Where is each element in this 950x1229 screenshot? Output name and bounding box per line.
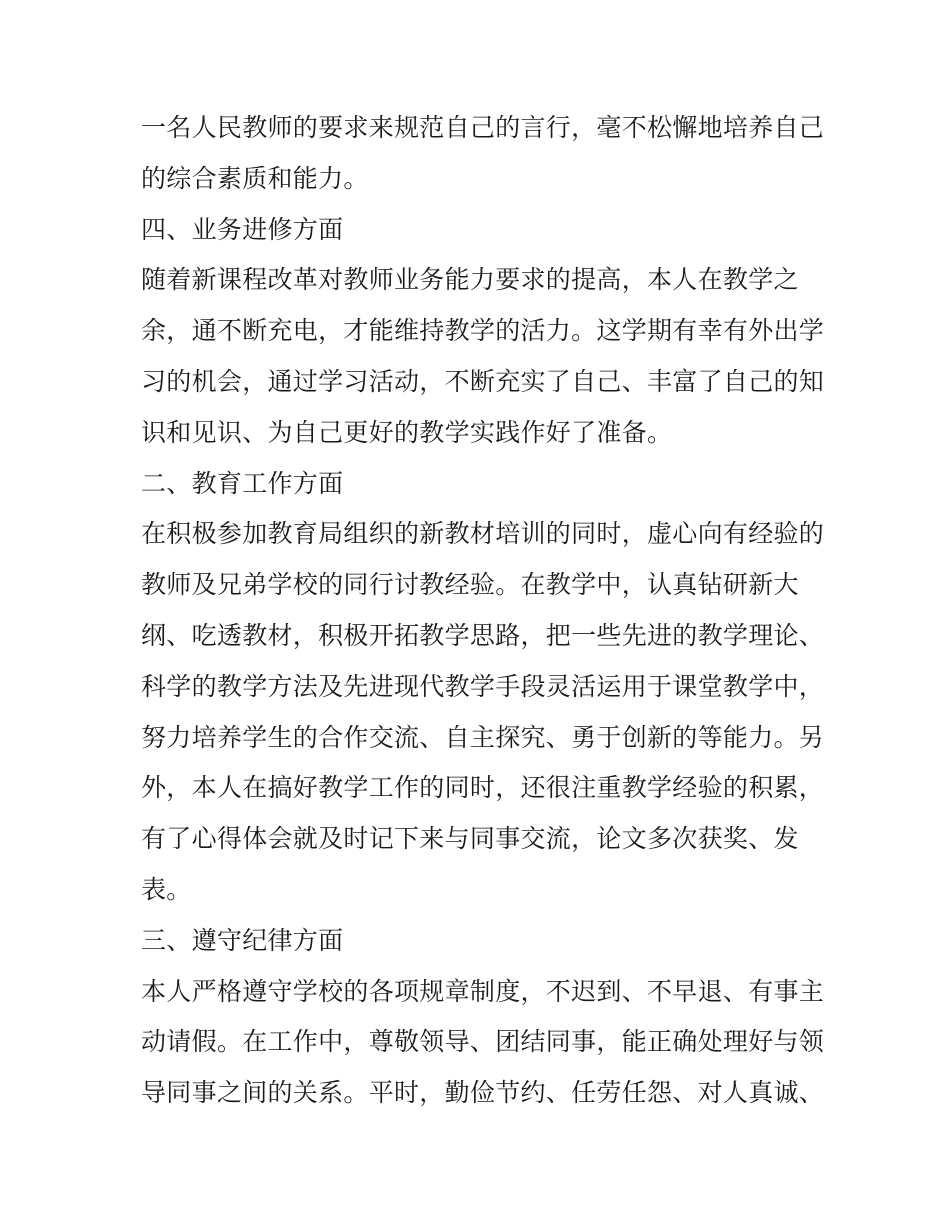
paragraph-line: 努力培养学生的合作交流、自主探究、勇于创新的等能力。另: [141, 722, 825, 752]
paragraph-line: 本人严格遵守学校的各项规章制度，不迟到、不早退、有事主: [141, 976, 825, 1006]
paragraph-line: 一名人民教师的要求来规范自己的言行，毫不松懈地培养自己: [141, 113, 825, 142]
paragraph-line: 余，通不断充电，才能维持教学的活力。这学期有幸有外出学: [141, 316, 825, 346]
paragraph-line: 动请假。在工作中，尊敬领导、团结同事，能正确处理好与领: [141, 1027, 825, 1057]
paragraph-line: 教师及兄弟学校的同行讨教经验。在教学中，认真钻研新大: [141, 570, 799, 600]
paragraph-line: 识和见识、为自己更好的教学实践作好了准备。: [141, 417, 673, 447]
paragraph-line: 习的机会，通过学习活动，不断充实了自己、丰富了自己的知: [141, 366, 825, 396]
section-heading: 三、遵守纪律方面: [141, 925, 344, 955]
paragraph-line: 外，本人在搞好教学工作的同时，还很注重教学经验的积累，: [141, 773, 825, 803]
paragraph-line: 在积极参加教育局组织的新教材培训的同时，虚心向有经验的: [141, 519, 825, 549]
paragraph-line: 的综合素质和能力。: [141, 163, 369, 193]
section-heading: 二、教育工作方面: [141, 468, 344, 498]
paragraph-line: 随着新课程改革对教师业务能力要求的提高，本人在教学之: [141, 265, 799, 295]
paragraph-line: 科学的教学方法及先进现代教学手段灵活运用于课堂教学中，: [141, 671, 825, 701]
paragraph-line: 纲、吃透教材，积极开拓教学思路，把一些先进的教学理论、: [141, 620, 825, 650]
section-heading: 四、业务进修方面: [141, 214, 344, 244]
paragraph-line: 导同事之间的关系。平时，勤俭节约、任劳任怨、对人真诚、: [141, 1078, 825, 1108]
paragraph-line: 表。: [141, 874, 192, 904]
paragraph-line: 有了心得体会就及时记下来与同事交流，论文多次获奖、发: [141, 824, 799, 854]
document-body: [141, 103, 825, 1119]
